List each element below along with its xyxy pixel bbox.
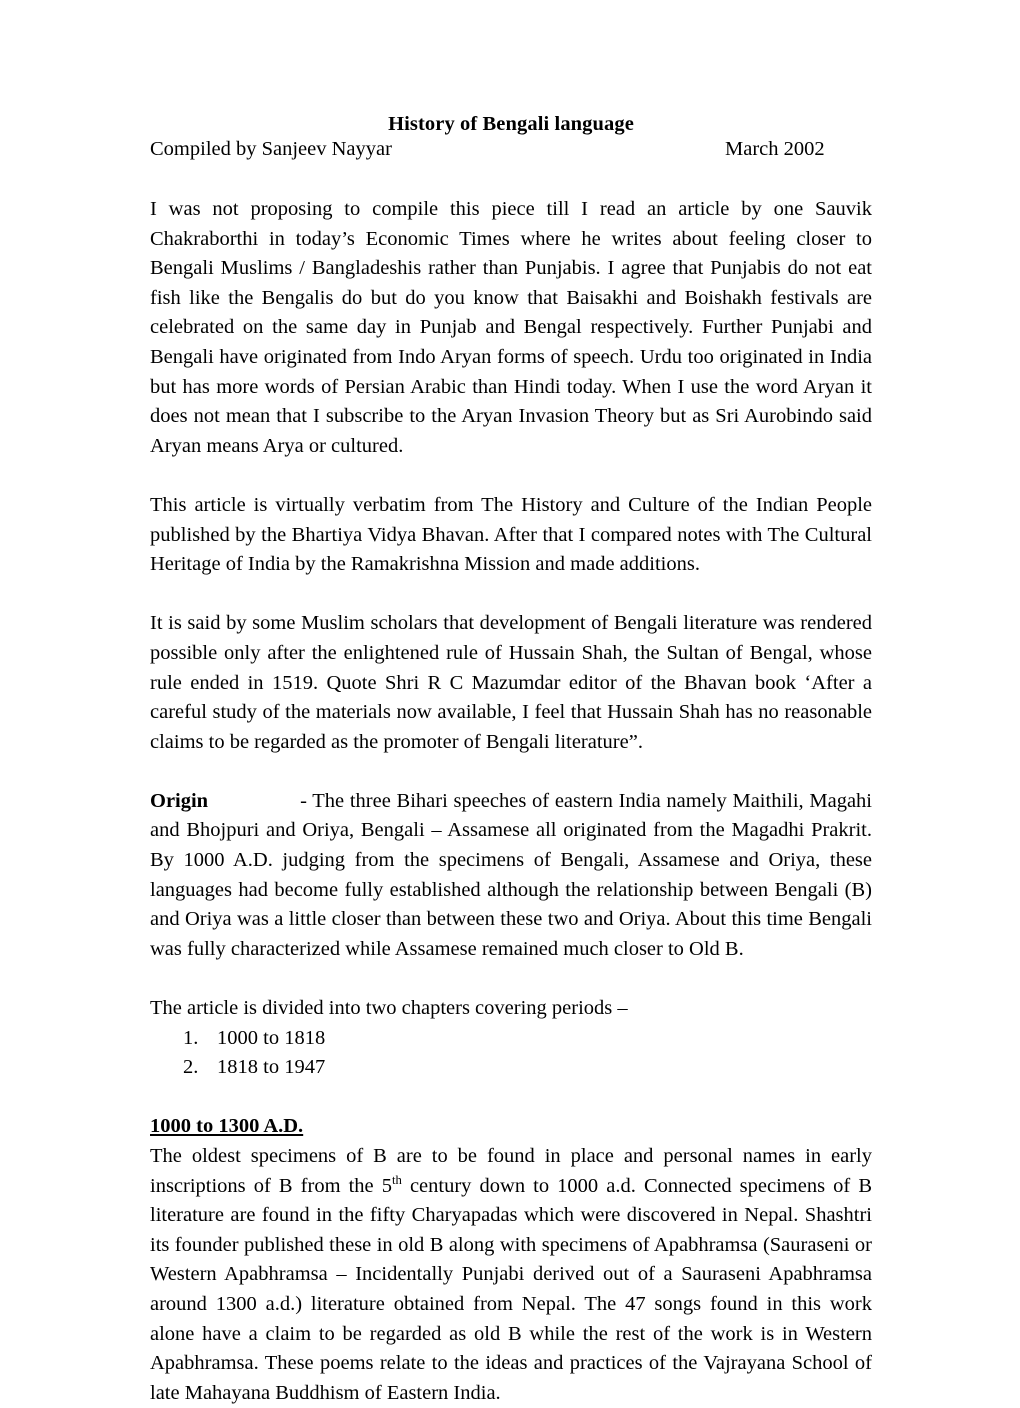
paragraph-muslim-scholars: It is said by some Muslim scholars that development of Bengali literature was rendered possible only after the enlightened rule of Hussain Shah, the Sultan of Bengal, whose rule ended in 1519. Quote Shri R C Mazumdar editor of the Bhavan book ‘After a careful study of the materials now available, I feel that Hussain Shah has no reasonable claims to be regarded as the promoter of Bengali literature”. — [150, 612, 872, 753]
byline — [150, 137, 872, 162]
list-item-label: 1818 to 1947 — [217, 1056, 326, 1079]
origin-body: - The three Bihari speeches of eastern India namely Maithili, Magahi and Bhojpuri and Oriya, Bengali – Assamese all originated from the Magadhi Prakrit. By 1000 A.D. judging from the specimens of Bengali, Assamese and Oriya, these languages had become fully established although the relationship between Bengali (B) and Oriya was a little closer than between these two and Oriya. About this time Bengali was fully characterized while Assamese remained much closer to Old B. — [150, 789, 872, 960]
paragraph-sources: This article is virtually verbatim from The History and Culture of the Indian People published by the Bhartiya Vidya Bhavan. After that I compared notes with The Cultural Heritage of India by the Ramakrishna Mission and made additions. — [150, 493, 872, 576]
section-heading-text: 1000 to 1300 A.D. — [150, 1115, 304, 1138]
list-item-label: 1000 to 1818 — [217, 1026, 326, 1049]
byline-author: Compiled by Sanjeev Nayyar — [150, 138, 392, 160]
origin-label: Origin — [150, 789, 209, 812]
list-section-spacer — [150, 1083, 872, 1113]
paragraph-origin — [150, 787, 872, 965]
section-body-part1: The oldest specimens of B are to be found in place and personal names in early inscriptions of B from the 5 — [150, 1145, 872, 1197]
list-item — [150, 1024, 872, 1054]
list-item-number: 1. — [183, 1026, 199, 1049]
page-title: History of Bengali language — [388, 113, 634, 135]
chapter-list — [150, 1024, 872, 1083]
paragraph-chapters-intro: The article is divided into two chapters covering periods – — [150, 997, 628, 1020]
list-item — [150, 1053, 872, 1083]
section-heading — [150, 1112, 872, 1142]
byline-date: March 2002 — [725, 138, 825, 160]
paragraph-section-body — [150, 1142, 872, 1408]
ordinal-suffix: th — [391, 1172, 402, 1187]
section-body-part2: century down to 1000 a.d. Connected specimens of B literature are found in the fifty Charyapadas which were discovered in Nepal. Shashtri its founder published these in old B along with specimens of Apabhramsa (Sauraseni or Western Apabhramsa – Incidentally Punjabi derived out of a Sauraseni Apabhramsa around 1300 a.d.) literature obtained from Nepal. The 47 songs found in this work alone have a claim to be regarded as old B while the rest of the work is in Western Apabhramsa. These poems relate to the ideas and practices of the Vajrayana School of late Mahayana Buddhism of Eastern India. — [150, 1174, 872, 1404]
title-body-spacer — [150, 162, 872, 195]
paragraph-intro: I was not proposing to compile this piece till I read an article by one Sauvik Chakraborthi in today’s Economic Times where he writes about feeling closer to Bengali Muslims / Bangladeshis rather than Punjabis. I agree that Punjabis do not eat fish like the Bengalis do but do you know that Baisakhi and Boishakh festivals are celebrated on the same day in Punjab and Bengal respectively. Further Punjabi and Bengali have originated from Indo Aryan forms of speech. Urdu too originated in India but has more words of Persian Arabic than Hindi today. When I use the word Aryan it does not mean that I subscribe to the Aryan Invasion Theory but as Sri Aurobindo said Aryan means Arya or cultured. — [150, 198, 872, 457]
list-item-number: 2. — [183, 1056, 199, 1079]
